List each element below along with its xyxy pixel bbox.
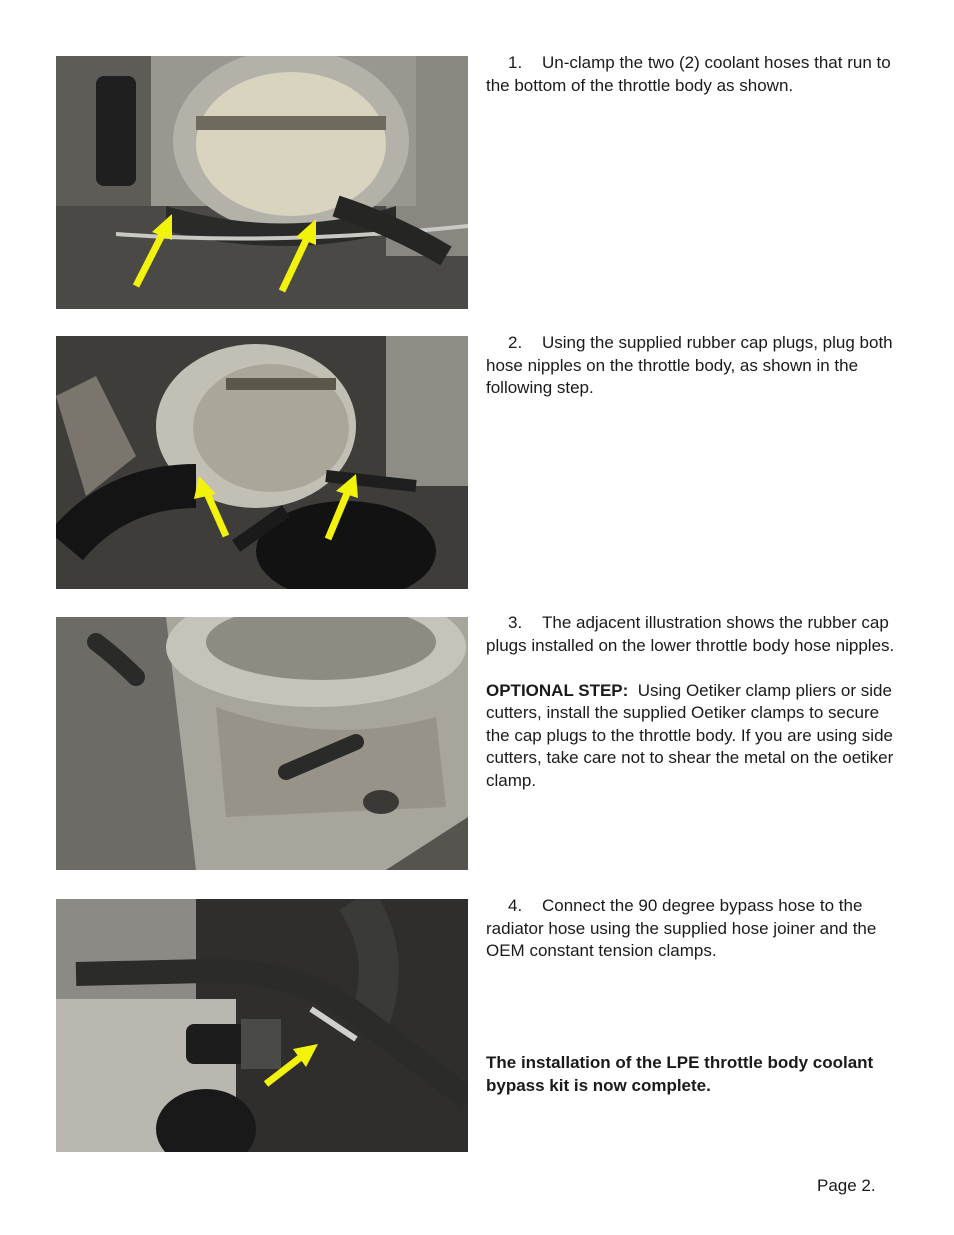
step-2-photo	[56, 336, 468, 589]
page-number: Page 2.	[817, 1176, 876, 1195]
optional-step	[486, 680, 901, 793]
step-description: Using the supplied rubber cap plugs, plug both hose nipples on the throttle body, as shown in the following step.	[486, 333, 893, 397]
step-4-photo	[56, 899, 468, 1152]
step-1-photo	[56, 56, 468, 309]
step-number: 3.	[508, 613, 523, 632]
step-number: 2.	[508, 333, 523, 352]
step-3-photo	[56, 617, 468, 870]
step-description: The adjacent illustration shows the rubber cap plugs installed on the lower throttle body hose nipples.	[486, 613, 895, 655]
step-description: Connect the 90 degree bypass hose to the radiator hose using the supplied hose joiner and the OEM constant tension clamps.	[486, 896, 877, 960]
step-1-text	[486, 52, 901, 97]
step-3-text	[486, 612, 901, 792]
step-number: 4.	[508, 896, 523, 915]
step-2-text	[486, 332, 901, 400]
step-number: 1.	[508, 53, 523, 72]
completion-note: The installation of the LPE throttle body coolant bypass kit is now complete.	[486, 1053, 874, 1095]
step-description: Un-clamp the two (2) coolant hoses that run to the bottom of the throttle body as shown.	[486, 53, 891, 95]
optional-step-label: OPTIONAL STEP:	[486, 680, 629, 700]
step-4-text	[486, 895, 901, 963]
optional-step-text: Using Oetiker clamp pliers or side cutters, install the supplied Oetiker clamps to secure the cap plugs to the throttle body. If you are using side cutters, take care not to shear the metal on the oetiker clamp.	[486, 680, 894, 790]
